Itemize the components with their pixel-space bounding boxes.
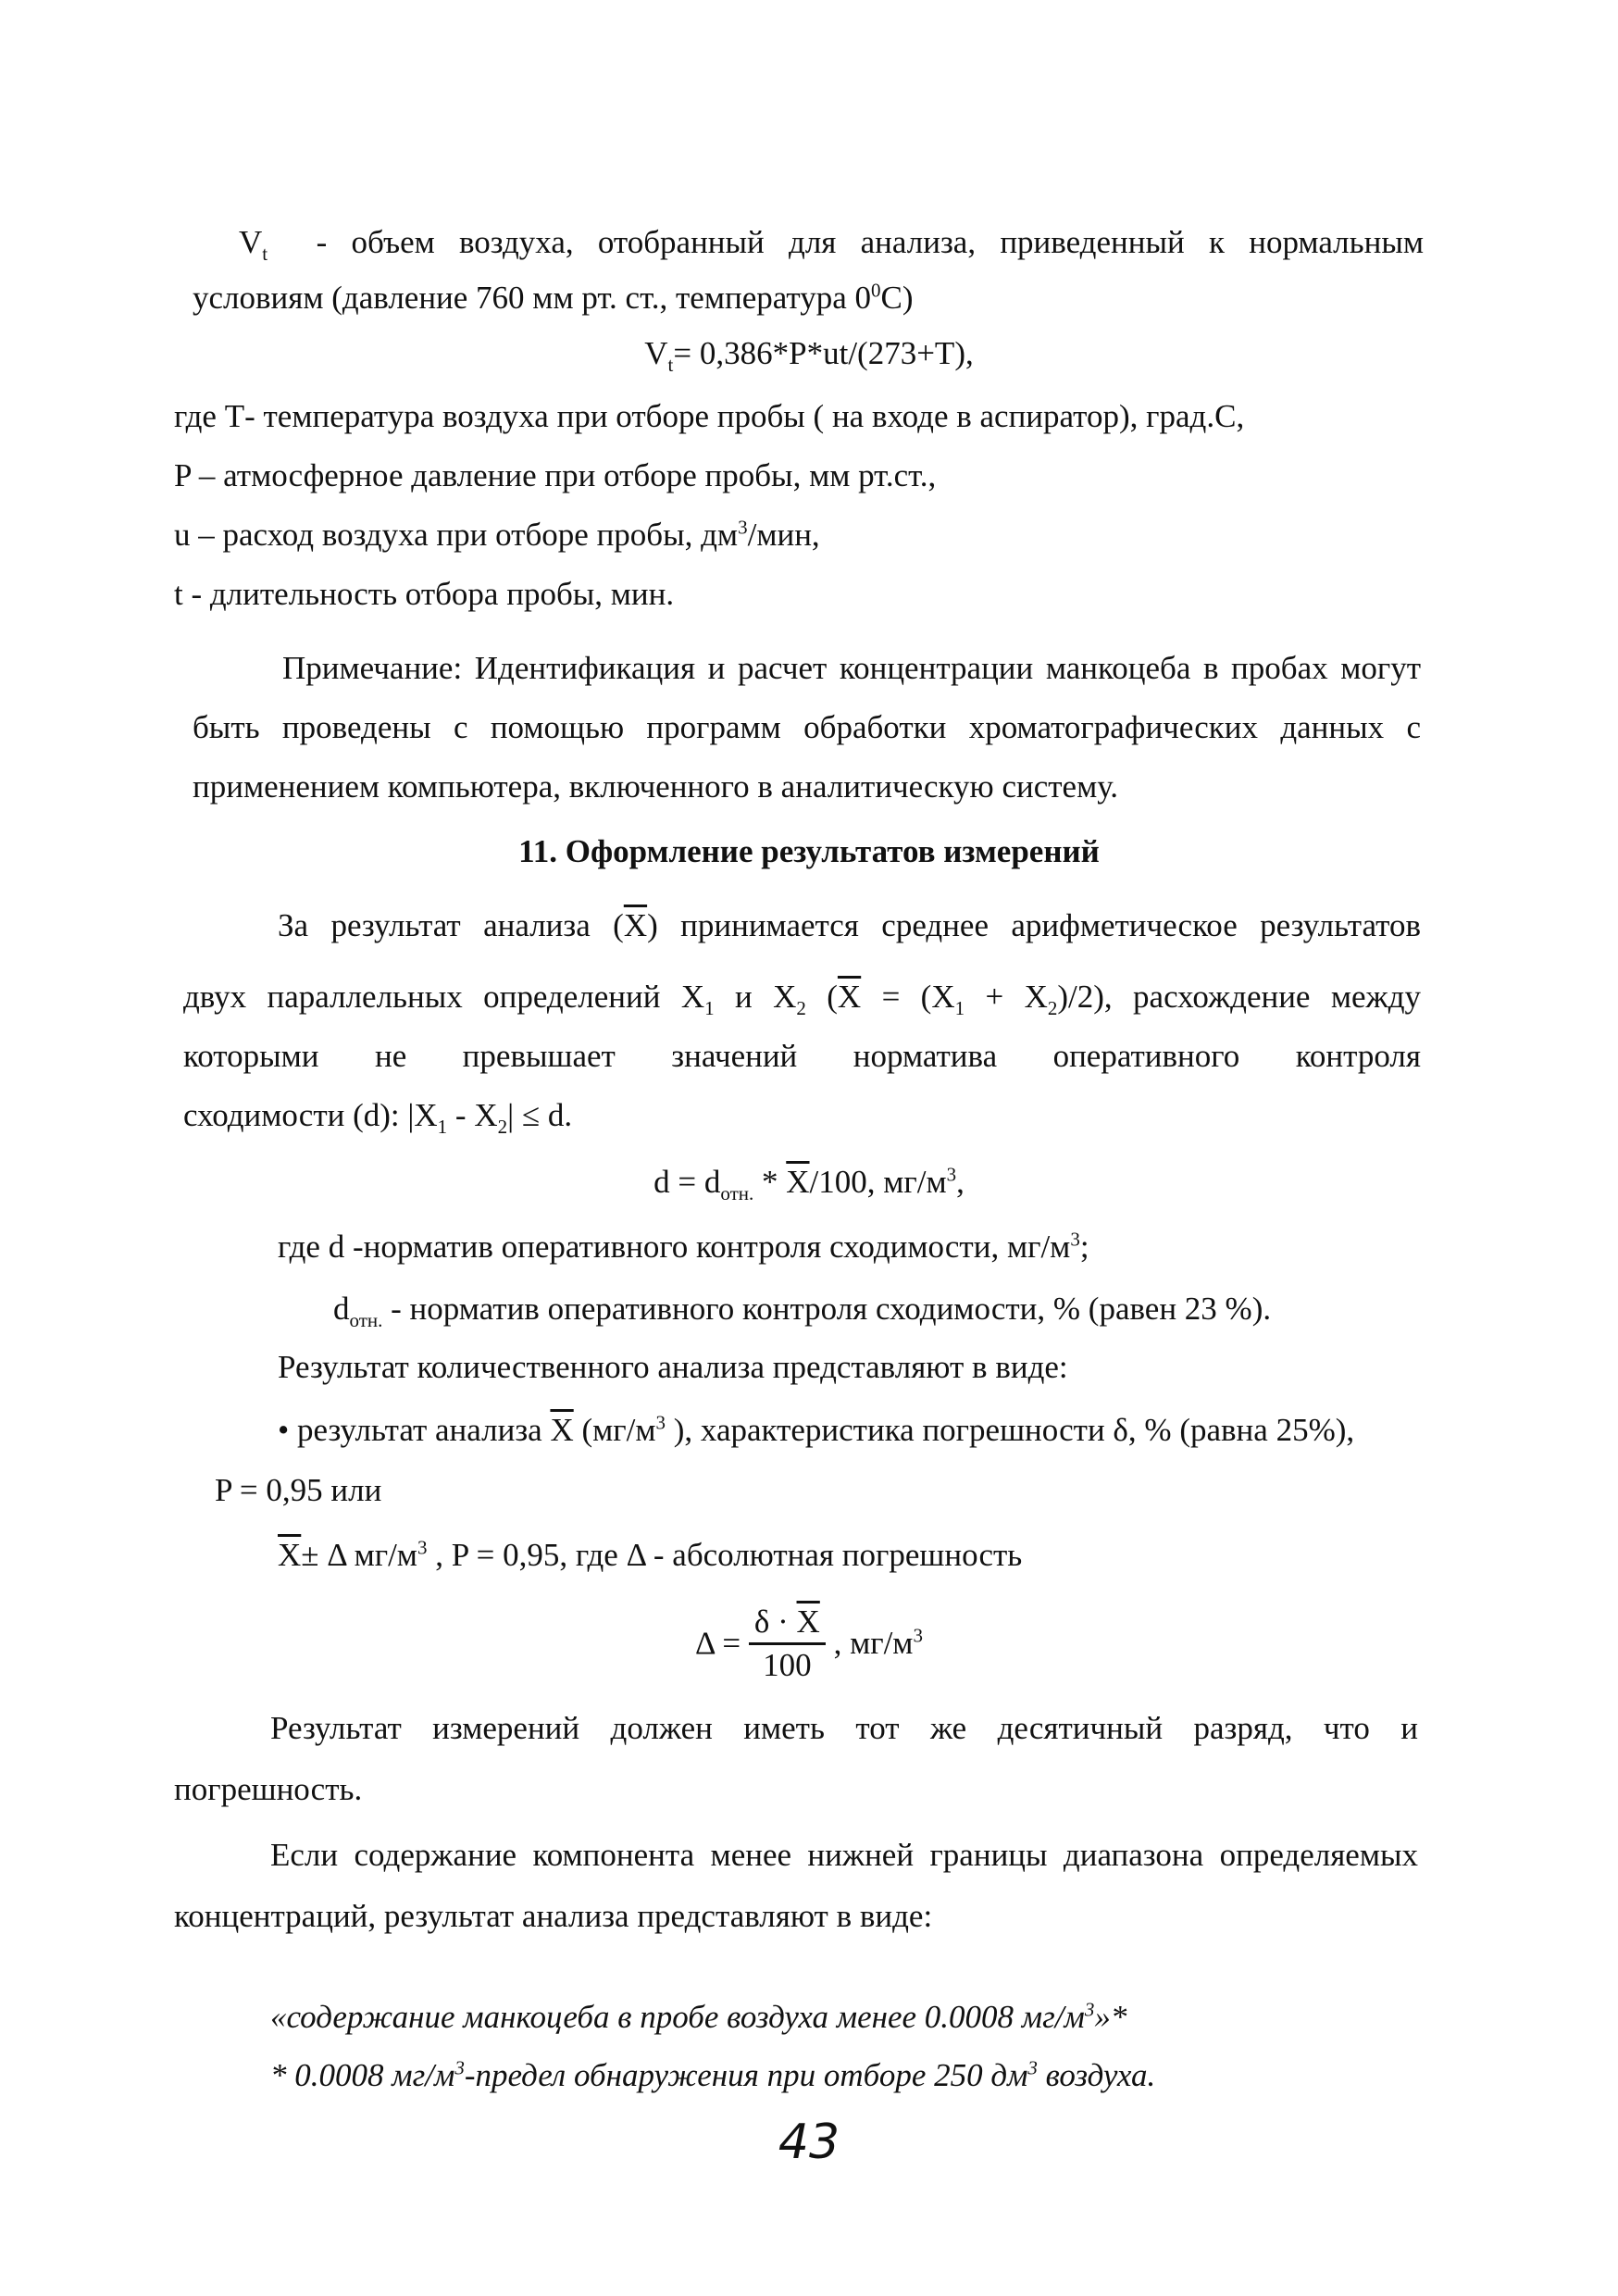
text-line-flow [174,515,820,555]
text-span: + X [965,979,1048,1015]
result-line-1 [278,905,1421,946]
text-span: ( [805,979,838,1015]
text-span: /мин, [747,517,820,553]
text-line-d-rel [333,1289,1271,1329]
footnote-line [270,2055,1155,2096]
x-bar: $\overline{X}$ [786,1164,810,1200]
text-line-temperature: где Т- температура воздуха при отборе пробы ( на входе в аспиратор), град.С, [174,398,1245,434]
text-line-abs-error [278,1535,1022,1576]
text-span: сходимости (d): |X [183,1097,438,1133]
subscript: t [262,243,268,265]
text-line-conditions [193,278,914,318]
text-line-lower-limit-2: концентраций, результат анализа представляют в виде: [174,1898,933,1934]
text-span: δ · [753,1603,797,1640]
fraction-denominator: 100 [763,1646,812,1683]
text-span: Δ = [695,1625,741,1662]
text-span: V [644,335,668,371]
result-line-3: которыми не превышает значений норматива оперативного контроля [183,1038,1421,1074]
text-span: d [333,1291,350,1327]
text-span: , [956,1164,965,1200]
text-span: | ≤ d. [507,1097,573,1133]
text-line-lower-limit-1: Если содержание компонента менее нижней границы диапазона определяемых [270,1837,1418,1873]
fraction-numerator [749,1602,826,1645]
note-line-2: быть проведены с помощью программ обработки хроматографических данных с [193,709,1421,745]
text-span: ± Δ мг/м [301,1537,417,1573]
text-span: = 0,386*P*ut/(273+T), [673,335,974,371]
text-span: »* [1094,1999,1127,2035]
text-span: u – расход воздуха при отборе пробы, дм [174,517,739,553]
subscript: 1 [704,997,715,1019]
subscript: 1 [437,1116,448,1138]
formula-units [834,1625,923,1661]
text-line-volume [239,222,1424,263]
x-bar: $\overline{X}$ [278,1537,302,1573]
text-span: воздуха. [1037,2057,1156,2093]
text-span: условиям (давление 760 мм рт. ст., температура 0 [193,280,872,316]
text-span: ), характеристика погрешности δ, % (равна 25%), [666,1412,1355,1448]
subscript: 2 [497,1116,508,1138]
text-span: , мг/м [833,1625,914,1662]
text-span: * 0.0008 мг/м [270,2057,455,2093]
x-bar: $\overline{X}$ [550,1412,574,1448]
x-bar: $\overline{X}$ [623,907,648,943]
text-span: (мг/м [573,1412,656,1448]
bullet-item-result [278,1410,1354,1451]
superscript: 3 [738,516,748,539]
fraction [749,1602,826,1686]
text-span: двух параллельных определений X [183,979,705,1015]
subscript: отн. [349,1309,383,1331]
result-line-2 [183,977,1421,1017]
superscript: 3 [1070,1228,1080,1251]
superscript: 3 [1084,1998,1095,2021]
text-span: /100, мг/м [809,1164,947,1200]
text-line-decimal-2: погрешность. [174,1771,363,1807]
page-number: 43 [778,2115,840,2170]
text-span: ) принимается среднее арифметическое результатов [647,907,1421,943]
text-span: «содержание манкоцеба в пробе воздуха менее 0.0008 мг/м [270,1999,1085,2035]
section-heading: 11. Оформление результатов измерений [518,833,1100,869]
superscript: 3 [454,2056,465,2079]
formula-delta [0,1602,1618,1686]
superscript: 3 [946,1163,957,1186]
note-line-3: применением компьютера, включенного в аналитическую систему. [193,768,1118,805]
subscript: 1 [954,997,965,1019]
text-span: )/2), расхождение между [1057,979,1422,1015]
text-span: - объем воздуха, отобранный для анализа, приведенный к нормальным [316,224,1424,260]
text-span: ; [1079,1229,1089,1265]
subscript: отн. [720,1182,754,1204]
text-span: • результат анализа [278,1412,551,1448]
text-line-d-norm [278,1227,1089,1267]
result-line-4 [183,1095,572,1136]
text-line-result-form: Результат количественного анализа представляют в виде: [278,1349,1068,1385]
text-span: где d -норматив оперативного контроля сходимости, мг/м [278,1229,1071,1265]
quote-line [270,1997,1126,2038]
text-span: , P = 0,95, где Δ - абсолютная погрешность [427,1537,1023,1573]
text-line-pressure: P – атмосферное давление при отборе пробы, мм рт.ст., [174,457,937,493]
text-line-probability: P = 0,95 или [215,1472,382,1508]
superscript: 3 [913,1624,923,1647]
text-line-decimal-1: Результат измерений должен иметь тот же десятичный разряд, что и [270,1710,1418,1746]
symbol-v: V [239,224,263,260]
text-span: d = d [653,1164,721,1200]
text-span: = (X [861,979,955,1015]
text-span: * [753,1164,787,1200]
text-span: За результат анализа ( [278,907,624,943]
superscript: 3 [417,1536,428,1559]
subscript: t [667,354,674,376]
subscript: 2 [1047,997,1058,1019]
subscript: 2 [796,997,806,1019]
text-span: и X [714,979,797,1015]
formula-d [0,1162,1618,1203]
text-line-duration: t - длительность отбора пробы, мин. [174,576,675,612]
text-span: - норматив оперативного контроля сходимости, % (равен 23 %). [382,1291,1272,1327]
x-bar: $\overline{X}$ [796,1603,820,1640]
text-span: -предел обнаружения при отборе 250 дм [464,2057,1028,2093]
formula-volume [0,333,1618,374]
note-line-1: Примечание: Идентификация и расчет концентрации манкоцеба в пробах могут [282,650,1421,686]
superscript: 3 [655,1411,666,1434]
text-span: - X [447,1097,498,1133]
x-bar: $\overline{X}$ [837,979,862,1015]
text-span: С) [880,280,914,316]
superscript: 0 [871,279,881,302]
superscript: 3 [1027,2056,1038,2079]
